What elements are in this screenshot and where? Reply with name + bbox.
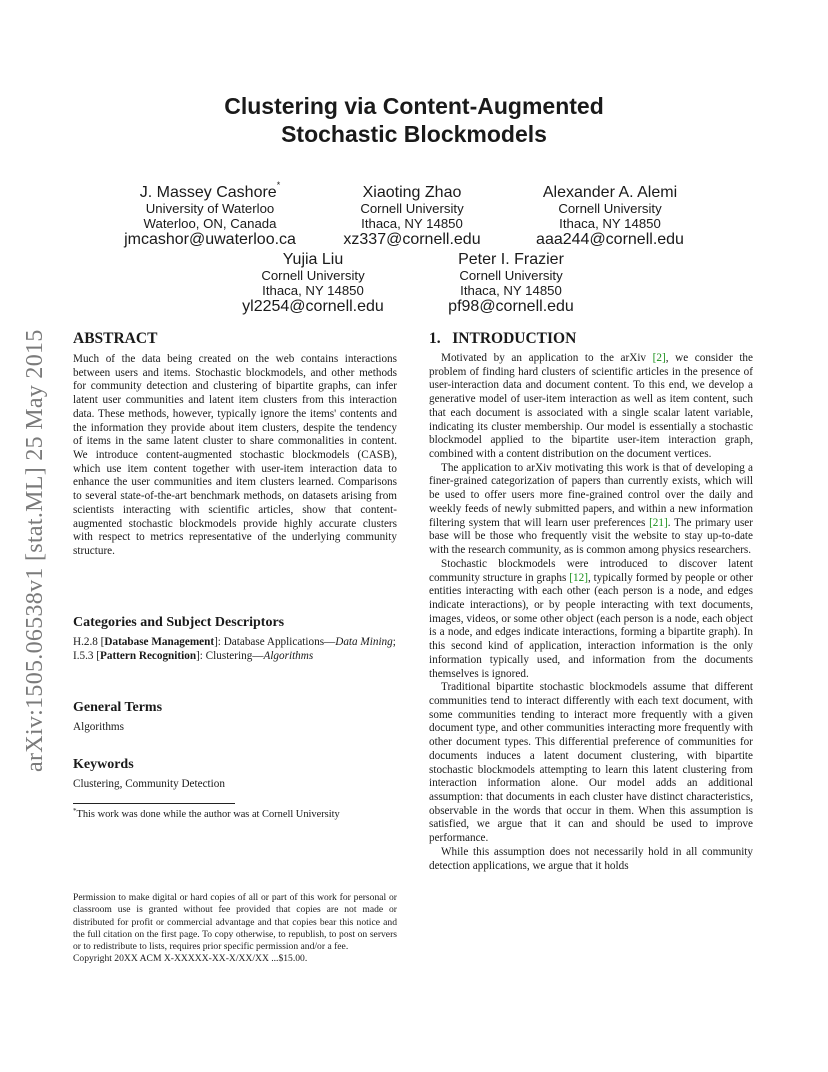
paper-title [74,92,754,148]
categories-text: H.2.8 [Database Management]: Database Applications—Data Mining; I.5.3 [Pattern Recognition]: Clustering—Algorithms [73,636,396,662]
author-name: Peter I. Frazier [458,251,564,268]
author-location: Ithaca, NY 14850 [262,282,364,298]
intro-paragraph: While this assumption does not necessarily hold in all community detection applications, we argue that it holds [429,845,753,872]
author-name: Yujia Liu [282,251,344,268]
abstract-text: Much of the data being created on the web contains interactions between users and items. Stochastic blockmodels, and other methods for community detection and clustering of bipartite graphs, can infer latent user communities and latent item clusters from this interaction data. These methods, however, typically ignore the items' contents and the information they provide about item clusters, despite the tendency of items in the same latent cluster to share commonalities in content. We introduce content-augmented stochastic blockmodels (CASB), which use item content together with user-item interaction data to enhance the user communities and item clusters learned. Comparisons to several state-of-the-art benchmark methods, on datasets arising from scientists interacting with scientific articles, show that content-augmented stochastic blockmodels provide highly accurate clusters with respect to metrics representative of the underlying community structure. [73,353,397,558]
arxiv-identifier: arXiv:1505.06538v1 [stat.ML] 25 May 2015 [22,329,48,772]
keywords-section [73,756,397,792]
author-email: pf98@cornell.edu [448,298,574,315]
author-location: Ithaca, NY 14850 [460,282,562,298]
author-location: Waterloo, ON, Canada [143,215,277,231]
intro-paragraph: Motivated by an application to the arXiv [2], we consider the problem of finding hard clusters of scientific articles in the presence of user-interaction data and document content. To this end, we develop a generative model of user-item interaction as well as item content, such that each document is associated with a single scalar latent variable, indicating its cluster membership. Our model is essentially a stochastic blockmodel applied to the bipartite user-item interaction graph, combined with a content distribution on the document vertices. [429,352,753,461]
general-terms-section [73,699,397,735]
author-email: jmcashor@uwaterloo.ca [124,231,296,248]
permission-text: Permission to make digital or hard copies of all or part of this work for personal or classroom use is granted without fee provided that copies are not made or distributed for profit or commercial advantage and that copies bear this notice and the full citation on the first page. To copy otherwise, to republish, to post on servers or to redistribute to lists, requires prior specific permission and/or a fee. [73,892,397,953]
title-line-1: Clustering via Content-Augmented [224,93,604,119]
author-block [302,183,522,249]
author-name: Xiaoting Zhao [362,184,462,201]
title-line-2: Stochastic Blockmodels [281,121,547,147]
intro-paragraph: The application to arXiv motivating this work is that of developing a finer-grained categorization of papers than currently exists, which will be used to offer users more fine-grained control over the daily and weekly feeds of newly submitted papers, and within a new information filtering system that will learn user preferences [21]. The primary user base will be those who frequently visit the website to stay up-to-date with the research community, as is common among physics researchers. [429,461,753,557]
intro-paragraph: Stochastic blockmodels were introduced to discover latent community structure in graphs [12], typically formed by people or other entities interacting with each other (each person is a node, and edges indicate interactions), or by people interacting with text documents, images, videos, or some other object (each person is a node, each object is a node, and edges indicate interactions, forming a bipartite graph). In this second kind of application, interaction information is the only information typically used, and information from the documents themselves is ignored. [429,557,753,680]
author-block [500,183,720,249]
citation-link[interactable]: [12] [569,571,588,584]
author-email: xz337@cornell.edu [343,231,481,248]
author-block [100,180,320,249]
permission-notice [73,892,397,966]
introduction-section [429,330,753,873]
author-affiliation: Cornell University [558,201,662,216]
copyright-line: Copyright 20XX ACM X-XXXXX-XX-X/XX/XX ...$15.00. [73,953,308,965]
general-terms-text: Algorithms [73,721,124,733]
author-name: J. Massey Cashore* [139,180,281,201]
footnote: *This work was done while the author was at Cornell University [73,807,340,820]
author-affiliation: University of Waterloo [145,201,275,216]
footnote-rule [73,803,235,804]
footnote-mark: * [73,807,77,815]
general-terms-heading: General Terms [73,700,163,715]
introduction-heading: 1. INTRODUCTION [429,330,577,347]
author-block [401,250,621,316]
intro-paragraph: Traditional bipartite stochastic blockmodels assume that different communities tend to interact differently with each text document, with some communities tending to interact more frequently with a given document type, and other communities interacting more frequently with other document types. This differential preference of communities for documents induces a latent document clustering, with bipartite stochastic blockmodels attempting to learn this latent clustering from interaction information alone. Our model adds an additional assumption: that documents in each cluster have distinct characteristics, observable in the words that occur in them. When this assumption is satisfied, we argue that it can and should be used to improve performance. [429,681,753,845]
author-affiliation: Cornell University [459,268,563,283]
author-location: Ithaca, NY 14850 [559,215,661,231]
categories-heading: Categories and Subject Descriptors [73,615,285,630]
author-email: yl2254@cornell.edu [242,298,384,315]
author-name: Alexander A. Alemi [542,184,678,201]
abstract-heading: ABSTRACT [73,330,158,347]
author-block [203,250,423,316]
citation-link[interactable]: [21] [649,516,668,529]
author-footnote-mark: * [276,180,281,190]
author-affiliation: Cornell University [360,201,464,216]
keywords-text: Clustering, Community Detection [73,778,225,790]
keywords-heading: Keywords [73,757,134,772]
author-email: aaa244@cornell.edu [536,231,684,248]
categories-section [73,614,397,663]
author-location: Ithaca, NY 14850 [361,215,463,231]
citation-link[interactable]: [2] [652,352,666,364]
author-affiliation: Cornell University [261,268,365,283]
abstract-section [73,330,397,559]
